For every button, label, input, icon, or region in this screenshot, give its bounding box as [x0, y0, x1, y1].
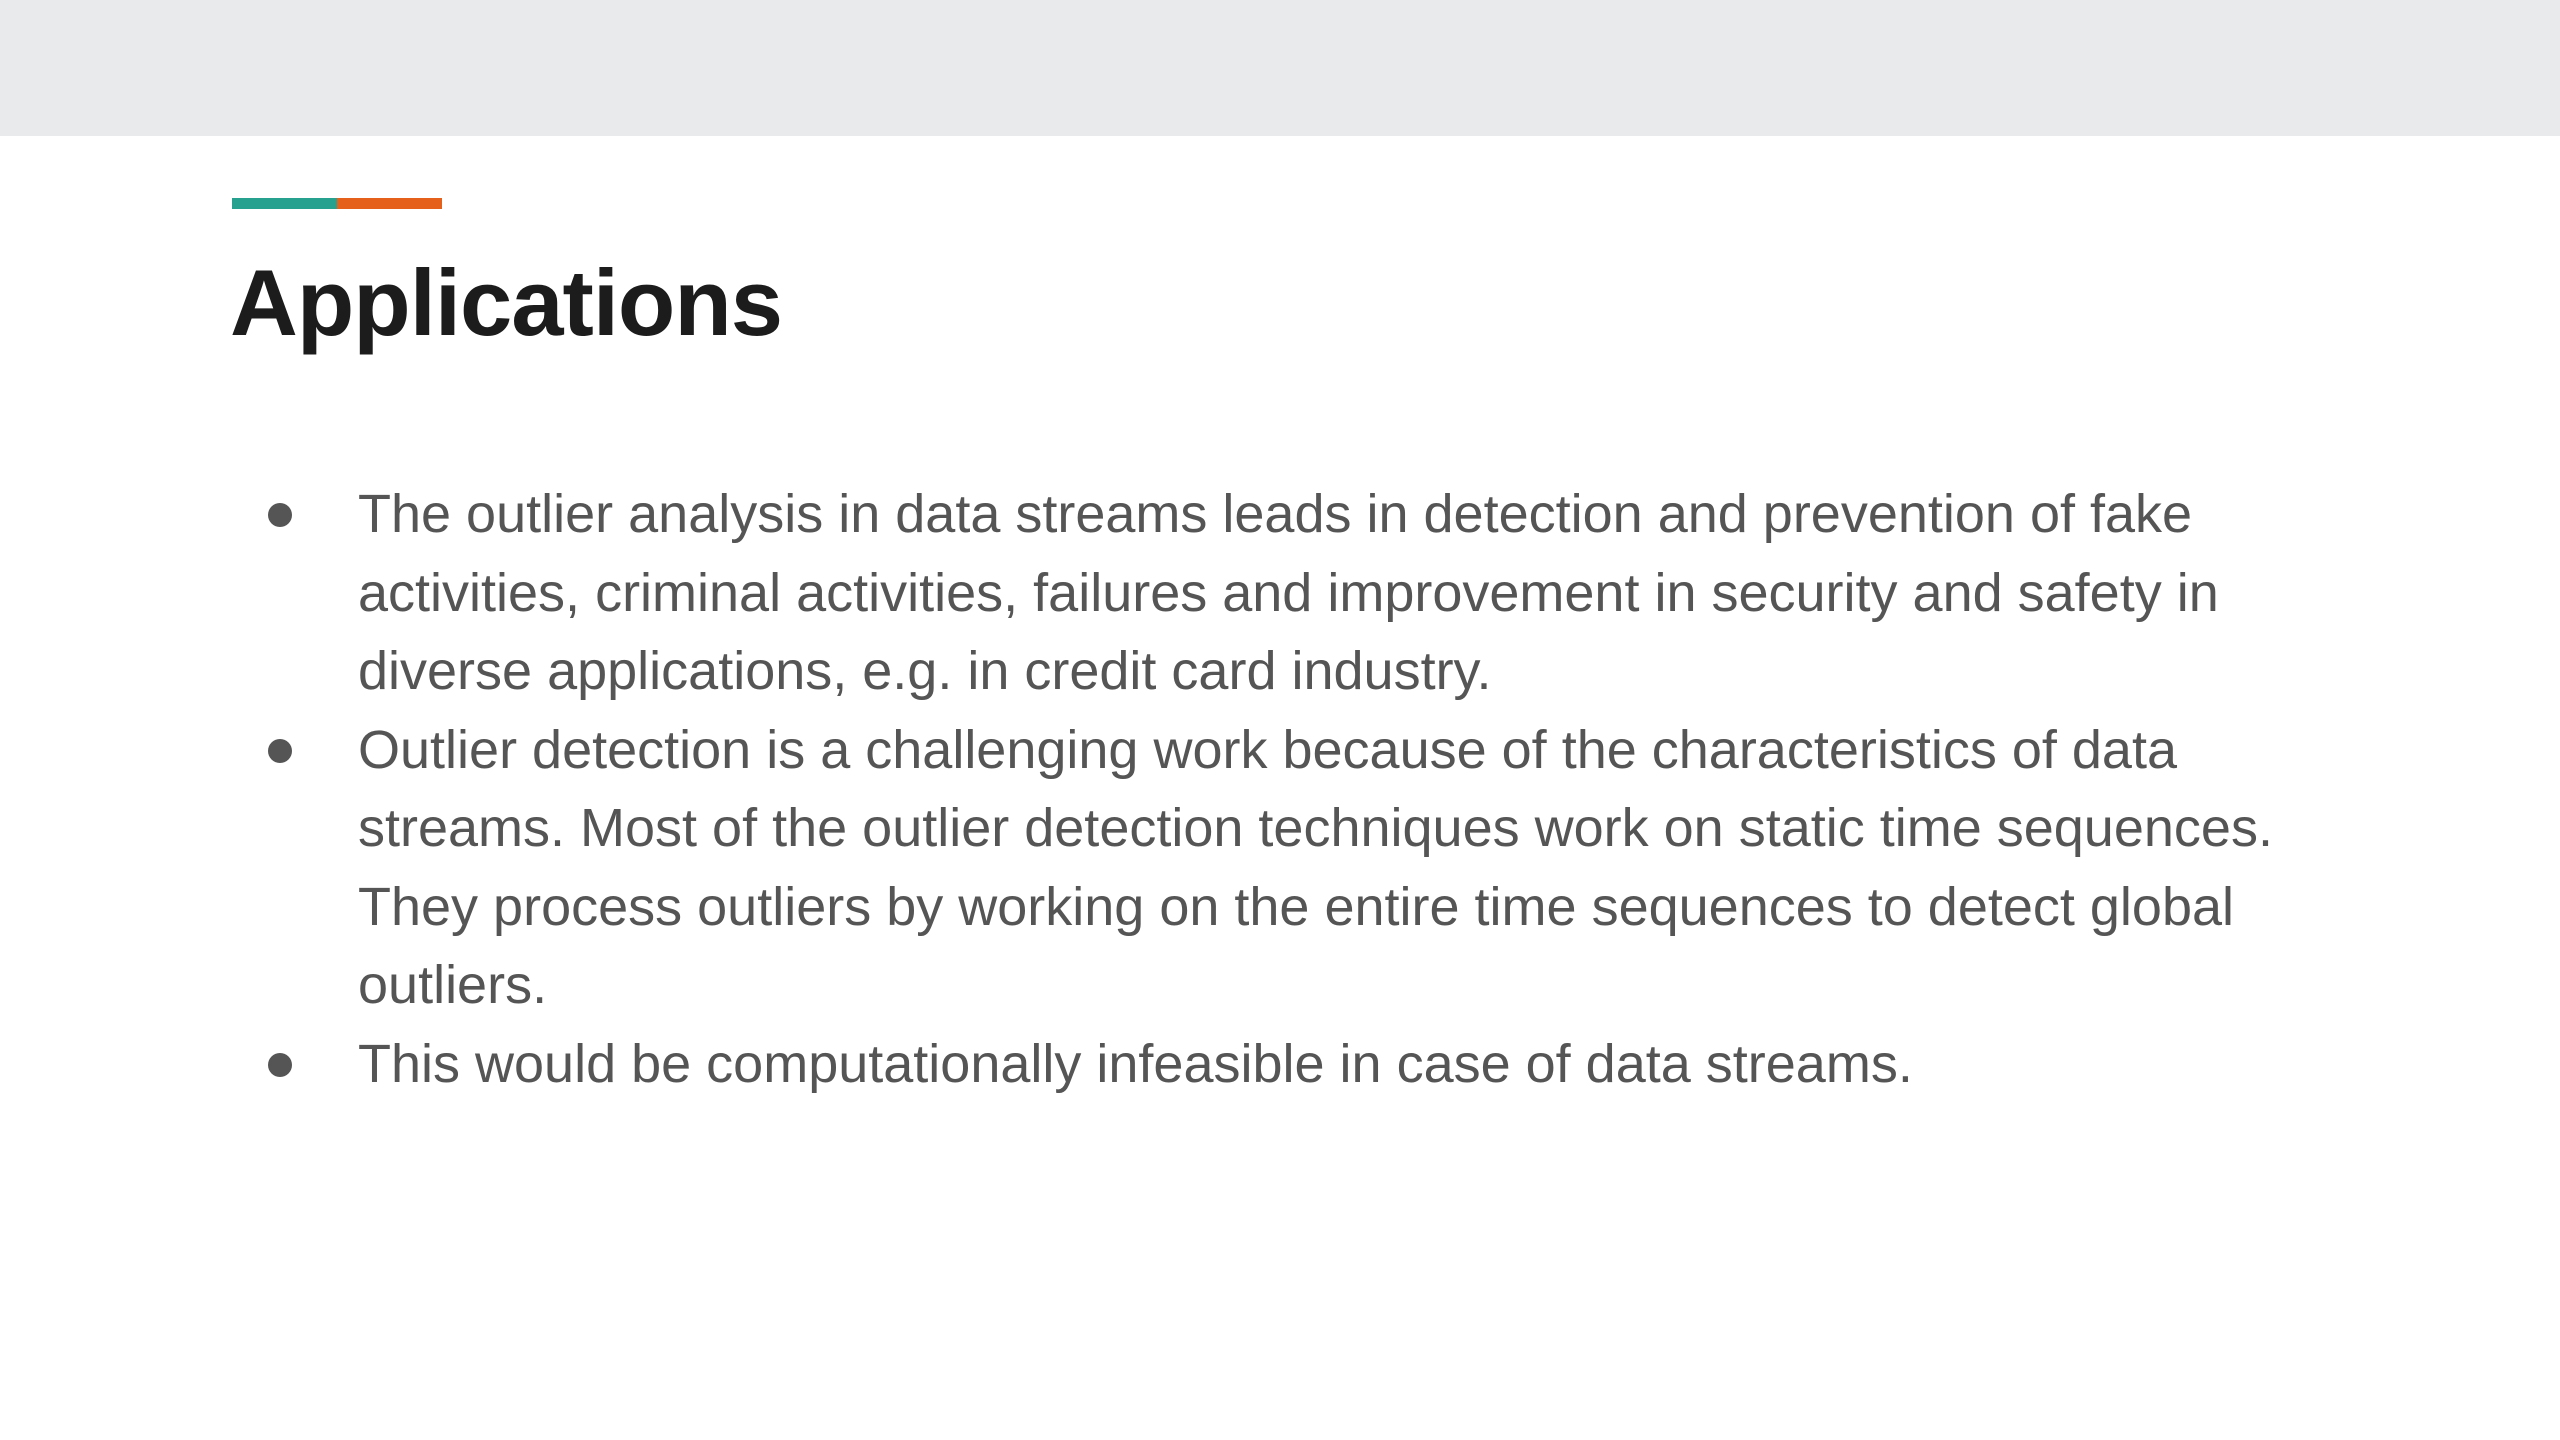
top-strip [0, 0, 2560, 136]
accent-bar-teal-segment [232, 198, 337, 209]
bullet-dot-icon [268, 739, 292, 763]
bullet-dot-icon [268, 1053, 292, 1077]
bullet-text: This would be computationally infeasible in case of data streams. [358, 1033, 1913, 1094]
bullet-item [264, 1025, 2374, 1104]
bullet-text: Outlier detection is a challenging work because of the characteristics of data streams. Most of the outlier detection techniques work on static time sequences. They process outliers by working on the entire time sequences to detect global outliers. [358, 719, 2273, 1015]
bullet-list [264, 475, 2374, 1103]
bullet-item [264, 711, 2374, 1025]
accent-bar-orange-segment [337, 198, 442, 209]
bullet-item [264, 475, 2374, 711]
bullet-text: The outlier analysis in data streams leads in detection and prevention of fake activities, criminal activities, failures and improvement in security and safety in diverse applications, e.g. in credit card industry. [358, 484, 2219, 701]
title-accent-bar [232, 198, 442, 209]
bullet-dot-icon [268, 503, 292, 527]
slide-title: Applications [230, 250, 783, 355]
